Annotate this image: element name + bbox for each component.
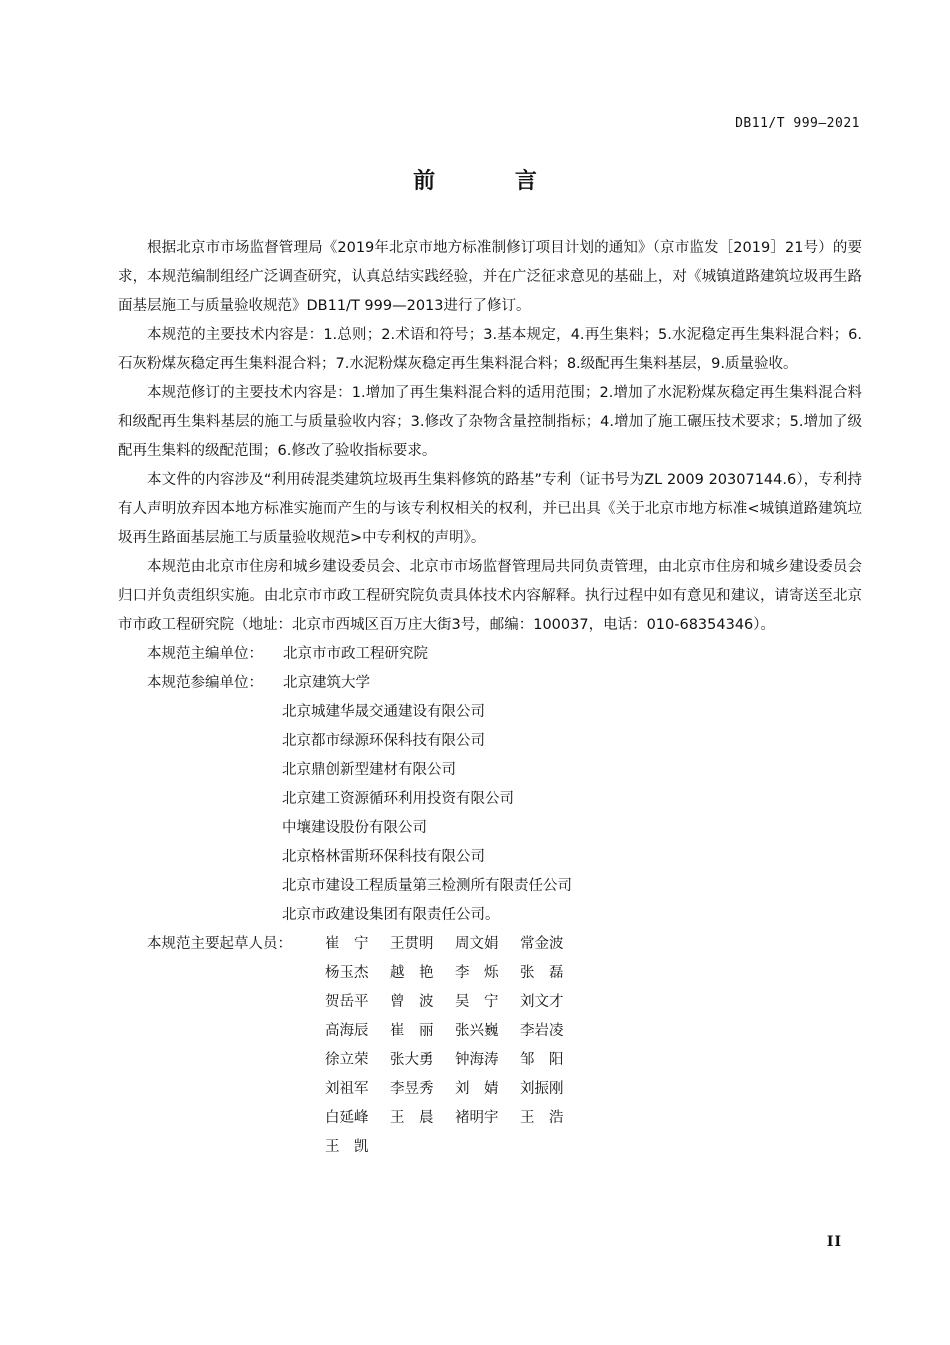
chief-editor-row	[118, 640, 862, 669]
drafter-name: 高海辰	[325, 1023, 369, 1039]
participant-org: 北京建筑大学	[283, 675, 370, 691]
drafters-name-row	[325, 988, 585, 1017]
participant-org: 北京市建设工程质量第三检测所有限责任公司	[282, 878, 572, 894]
drafter-name: 白延峰	[325, 1110, 369, 1126]
participant-org: 北京市政建设集团有限责任公司。	[282, 907, 500, 923]
paragraph-patent: 本文件的内容涉及“利用砖混类建筑垃圾再生集料修筑的路基”专利（证书号为ZL 2009 20307144.6），专利持有人声明放弃因本地方标准实施而产生的与该专利权相关的权利，并已出具《关于北京市地方标准<城镇道路建筑垃圾再生路面基层施工与质量验收规范>中专利权的声明》。	[118, 472, 862, 546]
drafter-name: 王 浩	[520, 1110, 564, 1126]
participant-org: 北京鼎创新型建材有限公司	[282, 762, 456, 778]
drafters-row	[118, 930, 862, 1162]
drafter-name: 刘 婧	[455, 1081, 499, 1097]
participant-org: 北京建工资源循环利用投资有限公司	[282, 791, 514, 807]
drafter-name: 王 晨	[390, 1110, 434, 1126]
drafters-name-row	[325, 1104, 585, 1133]
drafter-name: 张大勇	[390, 1052, 434, 1068]
preface-body	[118, 234, 862, 1162]
drafter-name: 徐立荣	[325, 1052, 369, 1068]
paragraph-basis: 根据北京市市场监督管理局《2019年北京市地方标准制修订项目计划的通知》（京市监发［2019］21号）的要求，本规范编制组经广泛调查研究，认真总结实践经验，并在广泛征求意见的基础上，对《城镇道路建筑垃圾再生路面基层施工与质量验收规范》DB11/T 999—2013进行了修订。	[118, 240, 862, 314]
participant-org: 北京格林雷斯环保科技有限公司	[282, 849, 485, 865]
drafter-name: 李岩凌	[520, 1023, 564, 1039]
drafter-name: 张 磊	[520, 965, 564, 981]
drafter-name: 王贯明	[390, 936, 434, 952]
drafter-name: 曾 波	[390, 994, 434, 1010]
drafters-name-row	[325, 1075, 585, 1104]
paragraph-management: 本规范由北京市住房和城乡建设委员会、北京市市场监督管理局共同负责管理，由北京市住房和城乡建设委员会归口并负责组织实施。由北京市市政工程研究院负责具体技术内容解释。执行过程中如有意见和建议，请寄送至北京市市政工程研究院（地址：北京市西城区百万庄大街3号，邮编：100037，电话：010-68354346）。	[118, 559, 862, 633]
drafter-name: 张兴巍	[455, 1023, 499, 1039]
paragraph-main-content: 本规范的主要技术内容是：1.总则；2.术语和符号；3.基本规定，4.再生集料；5.水泥稳定再生集料混合料；6.石灰粉煤灰稳定再生集料混合料；7.水泥粉煤灰稳定再生集料混合料；8.级配再生集料基层，9.质量验收。	[118, 327, 862, 372]
participant-org: 北京城建华晟交通建设有限公司	[282, 704, 485, 720]
drafter-name: 王 凯	[325, 1139, 369, 1155]
participants-row	[118, 669, 862, 698]
drafters-name-row	[325, 1017, 585, 1046]
paragraph-revision-content: 本规范修订的主要技术内容是：1.增加了再生集料混合料的适用范围；2.增加了水泥粉煤灰稳定再生集料混合料和级配再生集料基层的施工与质量验收内容；3.修改了杂物含量控制指标；4.增加了施工碾压技术要求；5.增加了级配再生集料的级配范围；6.修改了验收指标要求。	[118, 385, 862, 459]
drafter-name: 刘祖军	[325, 1081, 369, 1097]
drafters-name-row	[325, 930, 585, 959]
drafter-name: 杨玉杰	[325, 965, 369, 981]
page-title: 前 言	[413, 169, 573, 194]
drafter-name: 贺岳平	[325, 994, 369, 1010]
drafter-name: 崔 丽	[390, 1023, 434, 1039]
page-number: II	[826, 1234, 842, 1250]
drafter-name: 钟海涛	[455, 1052, 499, 1068]
drafter-name: 李昱秀	[390, 1081, 434, 1097]
drafters-name-grid	[325, 930, 585, 1162]
drafters-name-row	[325, 1046, 585, 1075]
drafter-name: 刘文才	[520, 994, 564, 1010]
drafter-name: 越 艳	[390, 965, 434, 981]
participants-label: 本规范参编单位：	[147, 675, 263, 691]
drafters-name-row	[325, 1133, 585, 1162]
drafter-name: 崔 宁	[325, 936, 369, 952]
drafter-name: 吴 宁	[455, 994, 499, 1010]
drafter-name: 李 烁	[455, 965, 499, 981]
document-code: DB11/T 999—2021	[735, 116, 860, 131]
chief-editor-value: 北京市市政工程研究院	[283, 646, 428, 662]
drafter-name: 周文娟	[455, 936, 499, 952]
drafters-name-row	[325, 959, 585, 988]
drafter-name: 褚明宇	[455, 1110, 499, 1126]
drafter-name: 邹 阳	[520, 1052, 564, 1068]
drafter-name: 常金波	[520, 936, 564, 952]
chief-editor-label: 本规范主编单位：	[147, 646, 263, 662]
participant-org: 北京都市绿源环保科技有限公司	[282, 733, 485, 749]
drafters-label: 本规范主要起草人员：	[147, 936, 292, 952]
participant-org: 中壤建设股份有限公司	[282, 820, 427, 836]
participant-org-list	[118, 698, 862, 930]
drafter-name: 刘振刚	[520, 1081, 564, 1097]
